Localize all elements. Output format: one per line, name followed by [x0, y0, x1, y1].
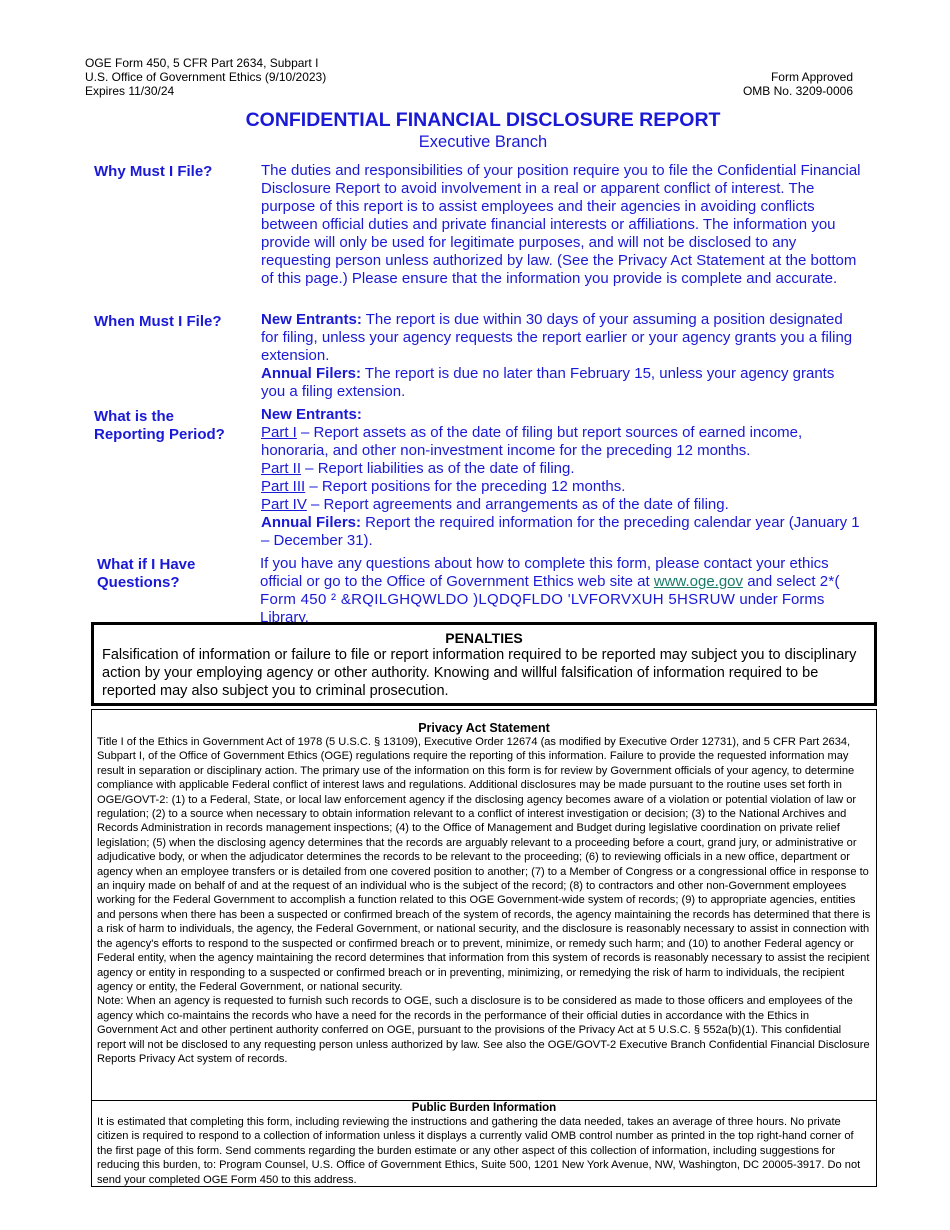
form-id: OGE Form 450, 5 CFR Part 2634, Subpart I [85, 56, 319, 70]
public-burden-box [91, 1099, 877, 1187]
questions-question-line1: What if I Have [97, 556, 196, 573]
form-header-right [700, 70, 853, 98]
part3-label: Part III [261, 478, 306, 495]
privacy-act-box [91, 709, 877, 1101]
part2-text: – Report liabilities as of the date of filing. [301, 460, 575, 477]
period-part1 [261, 424, 861, 460]
questions-answer-garbled: 2*( Form 450 ² &RQILGHQWLDO )LQDQFLDO 'LVFORVXUH 5HSRUW [260, 573, 840, 608]
period-part4 [261, 496, 861, 514]
part3-text: – Report positions for the preceding 12 months. [305, 478, 626, 495]
questions-answer [260, 555, 870, 627]
questions-answer-post: and select [743, 573, 820, 590]
omb-number: OMB No. 3209-0006 [742, 84, 853, 98]
penalties-box [91, 622, 877, 706]
questions-answer-end: under Forms Library. [260, 591, 825, 626]
page-title: CONFIDENTIAL FINANCIAL DISCLOSURE REPORT [245, 109, 721, 131]
office-name: U.S. Office of Government Ethics (9/10/2023) [85, 70, 327, 84]
penalties-title: PENALTIES [445, 630, 523, 646]
when-new-text: The report is due within 30 days of your assuming a position designated for filing, unless your agency requests the report earlier or your agency grants you a filing extension. [261, 311, 853, 364]
privacy-note: Note: When an agency is requested to furnish such records to OGE, such a disclosure is to be considered as made to those officers and employees of the agency which co-maintains the records who have a need for the records in the performance of their official duties in accordance with the Ethics in Government Act and other pertinent authority conferred on OGE, pursuant to the provisions of the Privacy Act at 5 U.S.C. § 552a(b)(1). This confidential report will not be disclosed to any requesting person unless authorized by law. See also the OGE/GOVT-2 Executive Branch Confidential Financial Disclosure Reports Privacy Act system of records. [97, 995, 870, 1065]
period-annual-text: Report the required information for the preceding calendar year (January 1 – December 31). [261, 514, 860, 549]
why-answer: The duties and responsibilities of your position require you to file the Confidential Financial Disclosure Report to avoid involvement in a real or apparent conflict of interest. The purpose of this report is to assist employees and their agencies in avoiding conflicts between official duties and private financial interests or affiliations. The information you provide will only be used for legitimate purposes, and will not be disclosed to any requesting person unless authorized by law. (See the Privacy Act Statement at the bottom of this page.) Please ensure that the information you provide is complete and accurate. [261, 162, 861, 287]
burden-title: Public Burden Information [411, 1102, 557, 1114]
period-annual [261, 514, 861, 550]
questions-answer-pre: If you have any questions about how to complete this form, please contact your ethics official or go to the Office of Government Ethics web site at [260, 555, 829, 590]
questions-question-line2: Questions? [97, 574, 180, 591]
period-new-label: New Entrants: [261, 406, 362, 423]
part4-text: – Report agreements and arrangements as of the date of filing. [306, 496, 729, 513]
when-annual-label: Annual Filers: [261, 365, 362, 382]
when-annual-filers [261, 365, 861, 401]
form-header-left [85, 56, 326, 98]
part2-label: Part II [261, 460, 302, 477]
period-question [94, 408, 244, 444]
part1-label: Part I [261, 424, 297, 441]
period-question-line2: Reporting Period? [94, 426, 225, 443]
oge-website-link[interactable]: www.oge.gov [653, 573, 744, 590]
period-answer [261, 406, 861, 550]
period-part2 [261, 460, 861, 478]
page-subtitle: Executive Branch [418, 133, 548, 151]
part1-text: – Report assets as of the date of filing but report sources of earned income, honoraria, and other non-investment income for the preceding 12 months. [261, 424, 803, 459]
why-question: Why Must I File? [94, 163, 213, 180]
form-approved: Form Approved [770, 70, 853, 84]
part4-label: Part IV [261, 496, 307, 513]
period-question-line1: What is the [94, 408, 175, 425]
when-answer [261, 311, 861, 401]
when-new-label: New Entrants: [261, 311, 362, 328]
period-part3 [261, 478, 861, 496]
penalties-text: Falsification of information or failure to file or report information required to be reported may subject you to disciplinary action by your employing agency or other authority. Knowing and willful falsification of information required to be reported may also subject you to criminal prosecution. [102, 647, 857, 699]
period-annual-label: Annual Filers: [261, 514, 362, 531]
when-question: When Must I File? [94, 313, 222, 330]
privacy-text: Title I of the Ethics in Government Act of 1978 (5 U.S.C. § 13109), Executive Order 12674 (as modified by Executive Order 12731), and 5 CFR Part 2634, Subpart I, of the Office of Government Ethics (OGE) regulations require the reporting of this information. Failure to provide the requested information may result in separation or disciplinary action. The primary use of the information on this form is for review by Government officials of your agency, to determine compliance with applicable Federal conflict of interest laws and regulations. Additional disclosures may be made pursuant to the routine uses set forth in OGE/GOVT-2: (1) to a Federal, State, or local law enforcement agency if the disclosing agency becomes aware of a violation or potential violation of law or regulation; (2) to a source when necessary to obtain information relevant to a conflict of interest investigation or decision; (3) to the National Archives and Records Administration in records management inspections; (4) to the Office of Management and Budget during legislative coordination on private relief legislation; (5) when the disclosing agency determines that the records are arguably relevant to a proceeding before a court, grand jury, or administrative or adjudicative body, or when the adjudicator determines the records to be relevant to the proceeding; (6) to reviewing officials in a new office, department or agency when an employee transfers or is detailed from one covered position to another; (7) to a Member of Congress or a congressional office in response to an inquiry made on behalf of and at the request of an individual who is the subject of the record; (8) to contractors and other non-Government employees working for the Federal Government to accomplish a function related to this OGE Government-wide system of records; (9) to appropriate agencies, entities and persons when there has been a suspected or confirmed breach of the system of records, the agency maintaining the records has determined that there is a risk of harm to individuals, the agency, the Federal Government, or national security, and the disclosure is reasonably necessary to assist in connection with the agency's efforts to respond to the suspected or confirmed breach or to prevent, minimize, or remedy such harm; and (10) to another Federal agency or Federal entity, when the agency maintaining the record determines that information from this system of records is reasonably necessary to assist the recipient agency or entity in responding to a suspected or confirmed breach or in preventing, minimizing, or remedying the risk of harm to individuals, the recipient agency or entity, the Federal Government, or national security. [97, 736, 871, 993]
burden-text: It is estimated that completing this form, including reviewing the instructions and gathering the data needed, takes an average of three hours. No private citizen is required to respond to a collection of information unless it displays a currently valid OMB control number as printed in the top right-hand corner of the first page of this form. Send comments regarding the burden estimate or any other aspect of this collection of information, including suggestions for reducing this burden, to: Program Counsel, U.S. Office of Government Ethics, Suite 500, 1201 New York Avenue, NW, Washington, DC 20005-3917. Do not send your completed OGE Form 450 to this address. [97, 1116, 861, 1186]
when-annual-text: The report is due no later than February 15, unless your agency grants you a filing extension. [261, 365, 835, 400]
expiration-date: Expires 11/30/24 [85, 84, 175, 98]
questions-question [97, 556, 247, 592]
privacy-title: Privacy Act Statement [418, 721, 550, 735]
when-new-entrants [261, 311, 861, 365]
